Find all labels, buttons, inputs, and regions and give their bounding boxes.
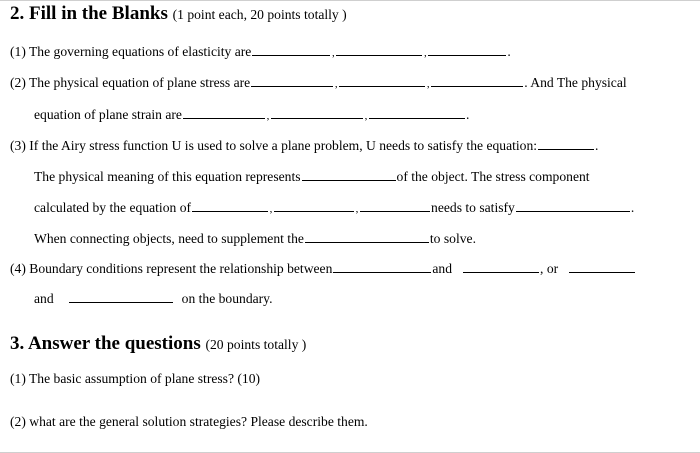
blank[interactable] (271, 106, 363, 119)
q3-conn-b: to solve. (429, 231, 476, 246)
q2-text: (2) The physical equation of plane stress are (10, 75, 251, 90)
question-2-4-cont (34, 290, 273, 307)
period: . (507, 44, 511, 59)
blank[interactable] (463, 260, 539, 273)
blank[interactable] (183, 106, 265, 119)
q3-meaning-a: The physical meaning of this equation represents (34, 169, 301, 184)
question-2-3 (10, 137, 598, 154)
blank[interactable] (302, 168, 396, 181)
question-2-2-cont (34, 106, 469, 124)
q4-and2: and (34, 291, 54, 306)
section2-title: 2. Fill in the Blanks (10, 3, 168, 24)
q4-text: (4) Boundary conditions represent the relationship between (10, 261, 333, 276)
q2-cont: equation of plane strain are (34, 107, 182, 122)
blank[interactable] (431, 74, 523, 87)
q3-calc-b: needs to satisfy (431, 200, 515, 215)
blank[interactable] (192, 199, 268, 212)
q4-or: , or (540, 261, 559, 276)
period: . (595, 138, 599, 153)
top-border (0, 0, 700, 1)
period: . (465, 107, 470, 122)
q3-meaning-b: of the object. The stress component (396, 169, 590, 184)
section2-points: (1 point each, 20 points totally ) (172, 7, 347, 22)
blank[interactable] (274, 199, 354, 212)
q2-tail: . And The physical (524, 75, 627, 90)
section3-heading (10, 333, 306, 356)
question-2-3-calc (34, 199, 634, 217)
q4-and1: and (432, 261, 453, 276)
comma: , (355, 203, 359, 215)
blank[interactable] (569, 260, 635, 273)
question-2-1 (10, 43, 511, 61)
blank[interactable] (305, 230, 429, 243)
blank[interactable] (428, 43, 506, 56)
comma: , (331, 47, 335, 59)
blank[interactable] (251, 74, 333, 87)
question-2-3-meaning (34, 168, 590, 185)
blank[interactable] (516, 199, 630, 212)
comma: , (266, 110, 270, 122)
question-2-2 (10, 74, 627, 92)
blank[interactable] (360, 199, 430, 212)
question-3-2: (2) what are the general solution strategies? Please describe them. (10, 414, 368, 429)
comma: , (364, 110, 368, 122)
comma: , (269, 203, 273, 215)
blank[interactable] (538, 137, 594, 150)
question-3-1: (1) The basic assumption of plane stress? (10) (10, 371, 261, 386)
q1-text: (1) The governing equations of elasticity are (10, 44, 252, 59)
blank[interactable] (336, 43, 422, 56)
comma: , (426, 78, 430, 90)
question-2-4 (10, 260, 636, 277)
comma: , (423, 47, 427, 59)
comma: , (334, 78, 338, 90)
section3-points: (20 points totally ) (205, 337, 307, 352)
blank[interactable] (333, 260, 431, 273)
q4-tail: on the boundary. (181, 291, 273, 306)
section2-heading (10, 3, 347, 26)
section3-title: 3. Answer the questions (10, 333, 201, 354)
blank[interactable] (369, 106, 465, 119)
blank[interactable] (69, 290, 173, 303)
blank[interactable] (252, 43, 330, 56)
blank[interactable] (339, 74, 425, 87)
q3-conn-a: When connecting objects, need to supplement the (34, 231, 304, 246)
question-2-3-connect (34, 230, 476, 247)
q3-text: (3) If the Airy stress function U is used to solve a plane problem, U needs to satisfy the equation: (10, 138, 538, 153)
q3-calc-a: calculated by the equation of (34, 200, 192, 215)
period: . (630, 200, 635, 215)
